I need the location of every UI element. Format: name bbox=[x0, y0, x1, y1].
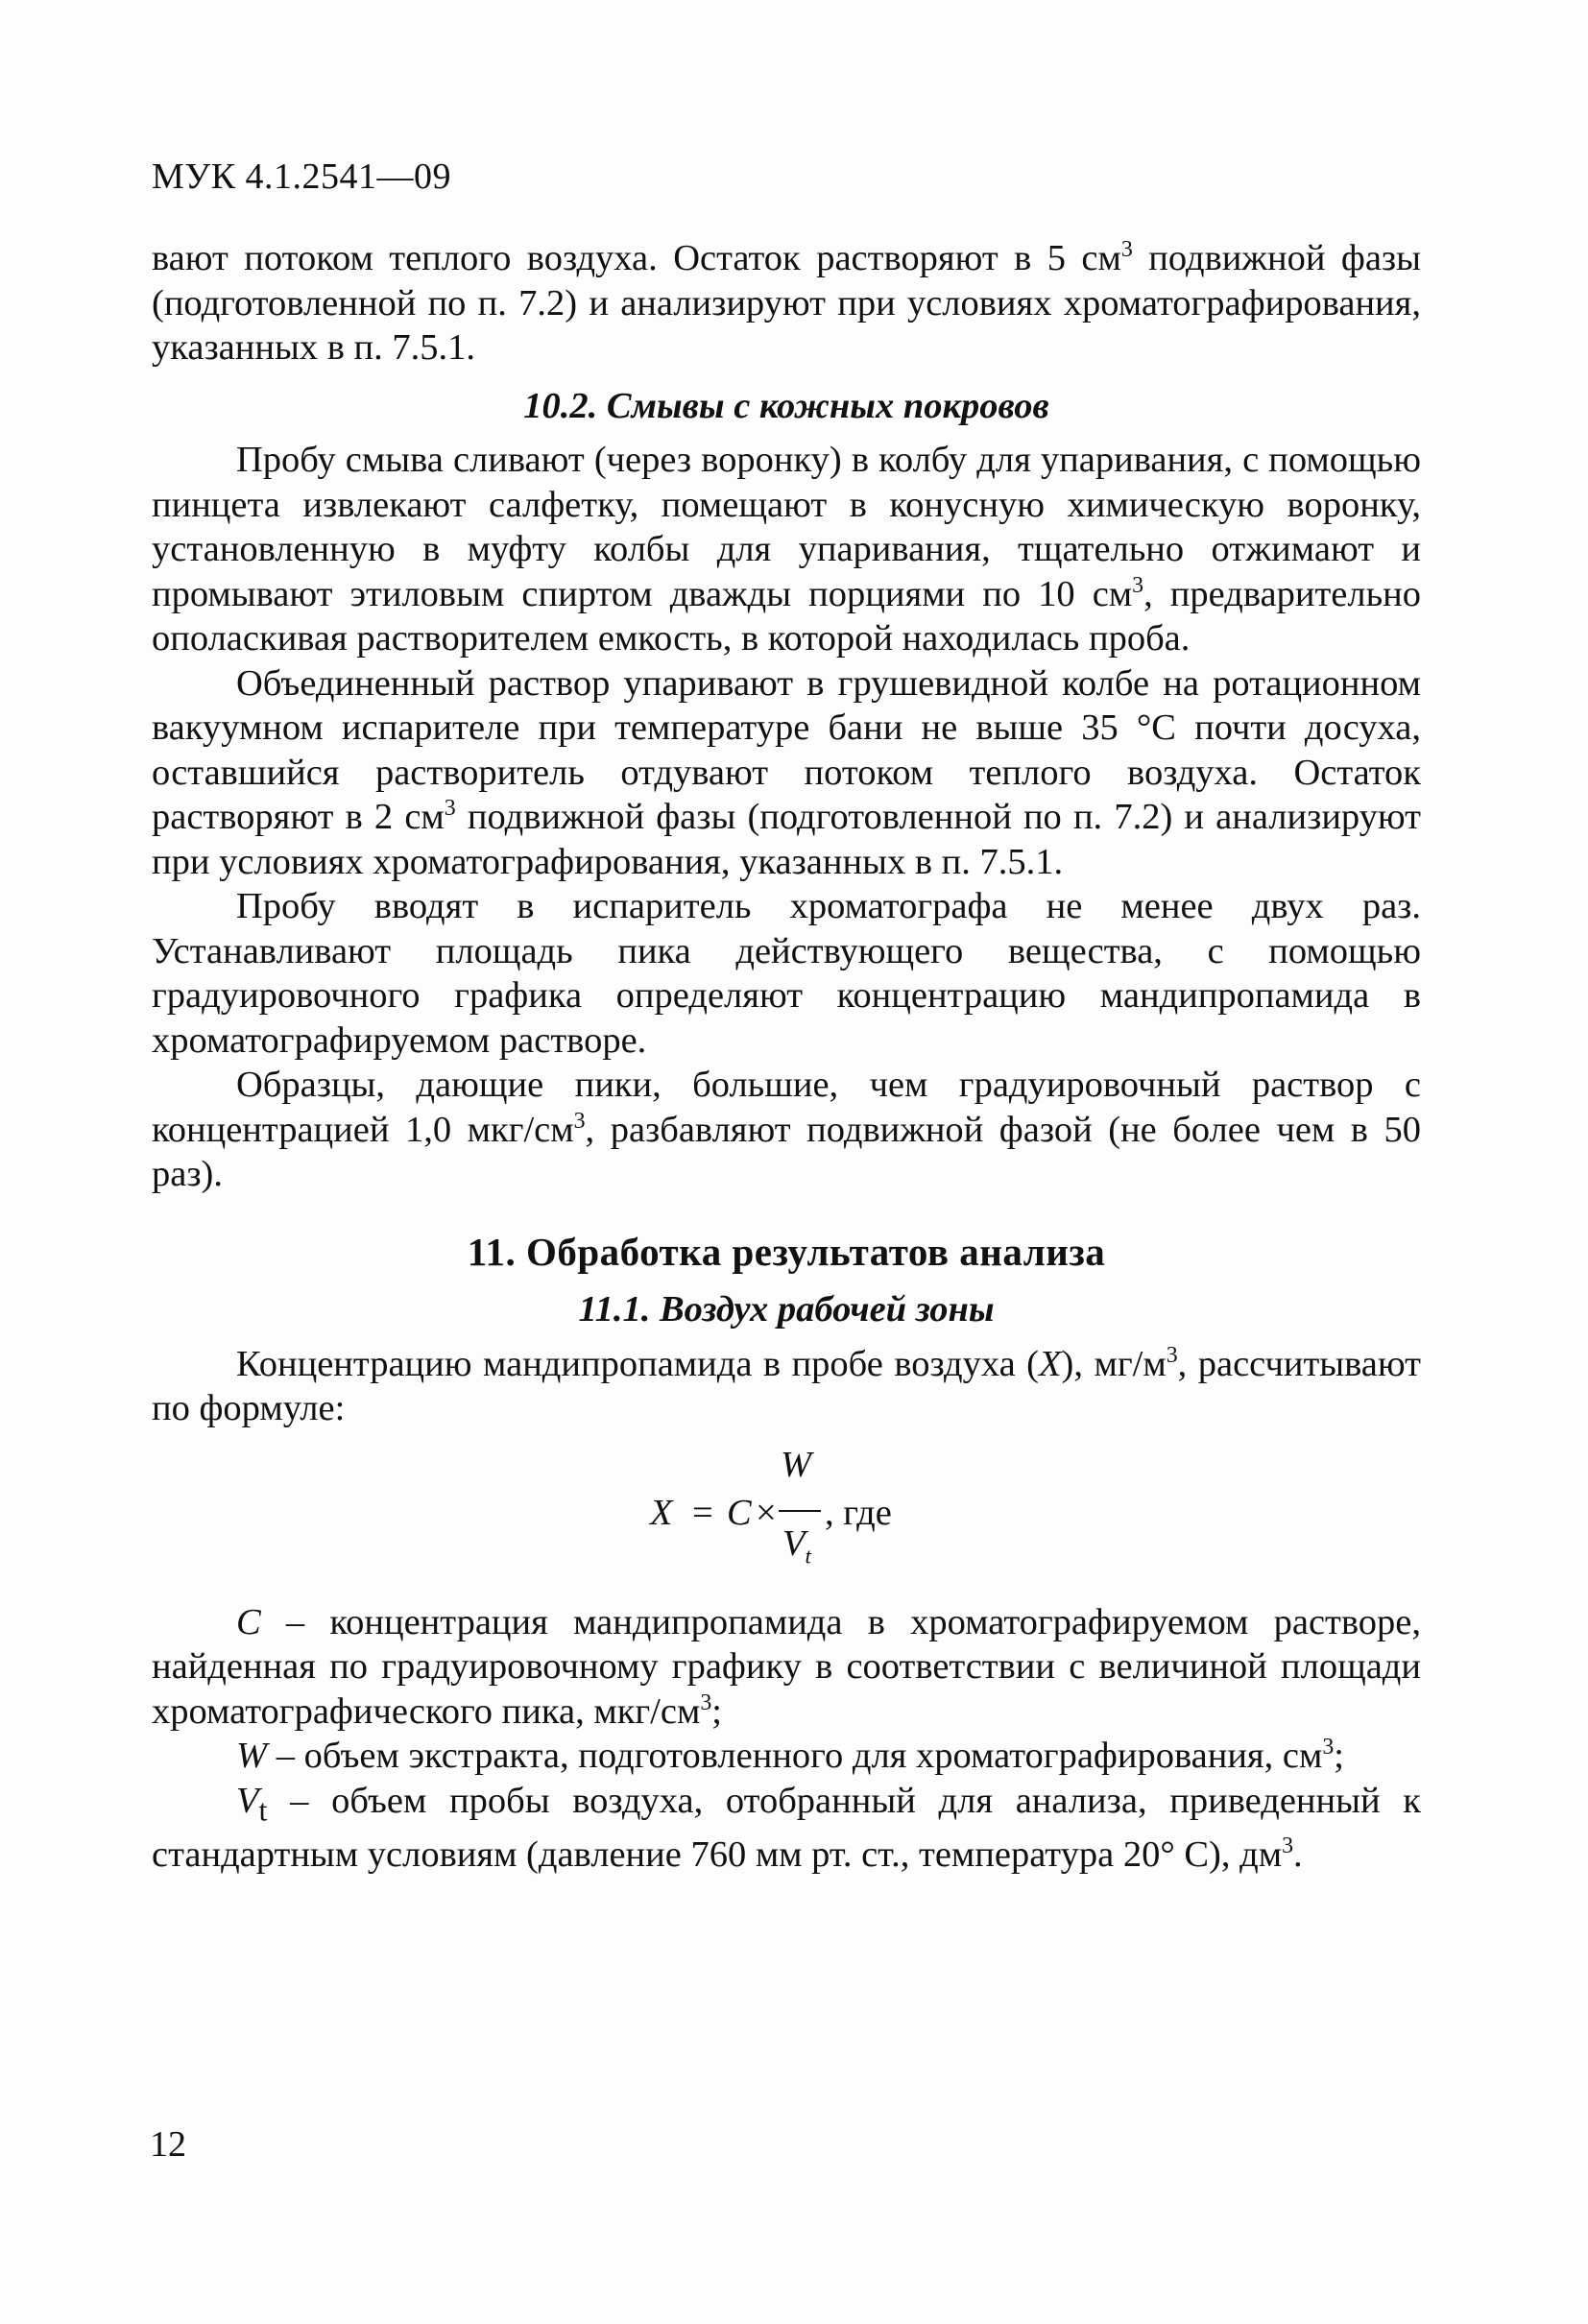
paragraph-evaporation: Объединенный раствор упаривают в грушевидной колбе на ротационном вакуумном испарителе при температуре бани не выше 35 °С почти досуха, оставшийся растворитель отдувают потоком теплого воздуха. Остаток растворяют в 2 $см^3$ подвижной фазы (подготовленной по п. 7.2) и анализируют при условиях хроматографирования, указанных в п. 7.5.1. bbox=[152, 662, 1421, 882]
section-heading-11: 11. Обработка результатов анализа bbox=[467, 1229, 1106, 1274]
definition-w: W – объем экстракта, подготовленного для хроматографирования, $см^3$; bbox=[236, 1735, 1344, 1776]
formula-c: C bbox=[727, 1492, 752, 1533]
paragraph-wash-sample: Пробу смыва сливают (через воронку) в колбу для упаривания, с помощью пинцета извлекают салфетку, помещают в конусную химическую воронку, установленную в муфту колбы для упаривания, тщательно отжимают и промывают этиловым спиртом дважды порциями по 10 $см^3$, предварительно ополаскивая растворителем емкость, в которой находилась проба. bbox=[152, 440, 1421, 659]
formula-times: × bbox=[756, 1492, 777, 1533]
page-number: 12 bbox=[150, 2124, 186, 2165]
definition-vt: $V_t$ – объем пробы воздуха, отобранный для анализа, приведенный к стандартным условиям (давление 760 мм рт. ст., температура 20° С), $дм^3$. bbox=[152, 1780, 1421, 1875]
formula-block bbox=[152, 1441, 1421, 1585]
formula-denominator: $V_t$ bbox=[782, 1522, 811, 1569]
formula-fraction-bar bbox=[779, 1510, 821, 1512]
document-code-header: МУК 4.1.2541—09 bbox=[152, 156, 452, 197]
document-body bbox=[152, 236, 1421, 1877]
concentration-formula bbox=[633, 1441, 940, 1585]
formula-lhs: X bbox=[650, 1492, 673, 1533]
formula-where: , где bbox=[825, 1492, 892, 1533]
formula-equals: = bbox=[692, 1492, 713, 1533]
subsection-heading-11-1: 11.1. Воздух рабочей зоны bbox=[578, 1289, 995, 1330]
paragraph-injection: Пробу вводят в испаритель хроматографа не менее двух раз. Устанавливают площадь пика действующего вещества, с помощью градуировочного графика определяют концентрацию мандипропамида в хроматографируемом растворе. bbox=[152, 886, 1421, 1061]
paragraph-concentration: Концентрацию мандипропамида в пробе воздуха (X), $мг/м^3$, рассчитывают по формуле: bbox=[152, 1342, 1421, 1428]
definition-c: C – концентрация мандипропамида в хроматографируемом растворе, найденная по градуировочному графику в соответствии с величиной площади хроматографического пика, мкг/$см^3$; bbox=[152, 1601, 1421, 1732]
continued-paragraph: вают потоком теплого воздуха. Остаток растворяют в 5 $см^3$ подвижной фазы (подготовленной по п. 7.2) и анализируют при условиях хроматографирования, указанных в п. 7.5.1. bbox=[152, 237, 1421, 368]
paragraph-dilution: Образцы, дающие пики, большие, чем градуировочный раствор с концентрацией 1,0 мкг/$см^3$, разбавляют подвижной фазой (не более чем в 50 раз). bbox=[152, 1065, 1421, 1194]
formula-numerator: W bbox=[781, 1444, 812, 1485]
subsection-heading-10-2: 10.2. Смывы с кожных покровов bbox=[523, 385, 1049, 426]
